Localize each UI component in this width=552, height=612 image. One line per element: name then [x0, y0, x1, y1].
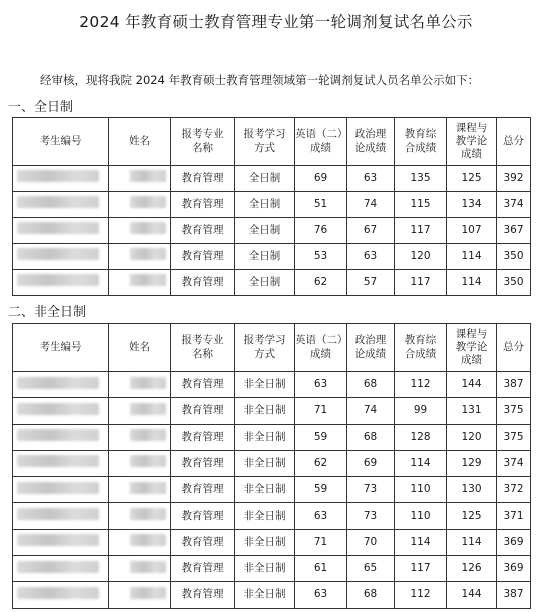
cell-course: 129 [447, 450, 497, 476]
cell-edu: 112 [395, 582, 447, 608]
cell-english: 51 [295, 192, 347, 218]
redacted-name [130, 561, 166, 573]
cell-mode: 全日制 [235, 192, 295, 218]
cell-politics: 74 [347, 192, 395, 218]
document-title: 2024 年教育硕士教育管理专业第一轮调剂复试名单公示 [79, 13, 473, 31]
cell-english: 59 [295, 477, 347, 503]
cell-total: 374 [497, 450, 531, 476]
redacted-name [130, 170, 166, 182]
cell-course: 131 [447, 398, 497, 424]
cell-english: 71 [295, 529, 347, 555]
header-english: 英语（二） 成绩 [295, 118, 347, 166]
cell-edu: 120 [395, 244, 447, 270]
cell-course: 120 [447, 424, 497, 450]
fulltime-table [12, 117, 531, 296]
header-major: 报考专业 名称 [171, 324, 235, 372]
redacted-id [17, 508, 99, 520]
cell-edu: 117 [395, 218, 447, 244]
cell-mode: 非全日制 [235, 450, 295, 476]
redacted-name [130, 482, 166, 494]
cell-english: 69 [295, 166, 347, 192]
cell-course: 144 [447, 582, 497, 608]
header-major: 报考专业 名称 [171, 118, 235, 166]
cell-mode: 非全日制 [235, 398, 295, 424]
cell-major: 教育管理 [171, 529, 235, 555]
cell-politics: 68 [347, 424, 395, 450]
cell-major: 教育管理 [171, 424, 235, 450]
cell-edu: 110 [395, 503, 447, 529]
redacted-name-cell [109, 477, 171, 503]
cell-edu: 110 [395, 477, 447, 503]
redacted-id-cell [13, 218, 109, 244]
cell-mode: 非全日制 [235, 372, 295, 398]
redacted-name-cell [109, 503, 171, 529]
header-course: 课程与 教学论 成绩 [447, 118, 497, 166]
cell-english: 71 [295, 398, 347, 424]
cell-politics: 65 [347, 556, 395, 582]
redacted-id-cell [13, 477, 109, 503]
redacted-id [17, 377, 99, 389]
table-row [13, 270, 531, 296]
cell-total: 369 [497, 556, 531, 582]
cell-total: 369 [497, 529, 531, 555]
table-row [13, 424, 531, 450]
table-row [13, 450, 531, 476]
redacted-id-cell [13, 244, 109, 270]
redacted-id-cell [13, 503, 109, 529]
redacted-id-cell [13, 556, 109, 582]
table-row [13, 166, 531, 192]
redacted-id-cell [13, 192, 109, 218]
redacted-name-cell [109, 192, 171, 218]
cell-politics: 74 [347, 398, 395, 424]
cell-english: 62 [295, 270, 347, 296]
cell-total: 367 [497, 218, 531, 244]
cell-course: 125 [447, 503, 497, 529]
header-row [13, 324, 531, 372]
redacted-name-cell [109, 166, 171, 192]
cell-english: 62 [295, 450, 347, 476]
cell-edu: 128 [395, 424, 447, 450]
cell-english: 76 [295, 218, 347, 244]
table-row [13, 582, 531, 608]
header-row [13, 118, 531, 166]
section-heading-fulltime: 一、全日制 [8, 100, 74, 115]
header-course: 课程与 教学论 成绩 [447, 324, 497, 372]
cell-total: 371 [497, 503, 531, 529]
header-total: 总分 [497, 324, 531, 372]
cell-edu: 135 [395, 166, 447, 192]
cell-english: 53 [295, 244, 347, 270]
cell-major: 教育管理 [171, 192, 235, 218]
redacted-id [17, 274, 99, 286]
cell-edu: 114 [395, 529, 447, 555]
redacted-id-cell [13, 582, 109, 608]
cell-edu: 114 [395, 450, 447, 476]
header-total: 总分 [497, 118, 531, 166]
cell-mode: 非全日制 [235, 582, 295, 608]
table-row [13, 529, 531, 555]
cell-major: 教育管理 [171, 372, 235, 398]
cell-major: 教育管理 [171, 244, 235, 270]
redacted-name [130, 508, 166, 520]
cell-politics: 70 [347, 529, 395, 555]
header-edu: 教育综 合成绩 [395, 324, 447, 372]
redacted-id [17, 248, 99, 260]
cell-total: 350 [497, 244, 531, 270]
cell-politics: 63 [347, 166, 395, 192]
cell-major: 教育管理 [171, 166, 235, 192]
redacted-id-cell [13, 529, 109, 555]
cell-edu: 117 [395, 270, 447, 296]
cell-mode: 非全日制 [235, 424, 295, 450]
cell-english: 63 [295, 372, 347, 398]
table-row [13, 556, 531, 582]
cell-major: 教育管理 [171, 270, 235, 296]
table-row [13, 372, 531, 398]
header-id: 考生编号 [13, 324, 109, 372]
header-name: 姓名 [109, 324, 171, 372]
cell-politics: 63 [347, 244, 395, 270]
redacted-id [17, 403, 99, 415]
section-heading-parttime: 二、非全日制 [8, 305, 87, 320]
redacted-id [17, 196, 99, 208]
cell-course: 107 [447, 218, 497, 244]
cell-politics: 57 [347, 270, 395, 296]
cell-total: 387 [497, 582, 531, 608]
redacted-id-cell [13, 398, 109, 424]
cell-total: 350 [497, 270, 531, 296]
cell-english: 59 [295, 424, 347, 450]
cell-course: 126 [447, 556, 497, 582]
cell-edu: 112 [395, 372, 447, 398]
redacted-name-cell [109, 270, 171, 296]
redacted-id [17, 222, 99, 234]
cell-major: 教育管理 [171, 450, 235, 476]
header-id: 考生编号 [13, 118, 109, 166]
cell-course: 144 [447, 372, 497, 398]
header-mode: 报考学习 方式 [235, 324, 295, 372]
cell-total: 375 [497, 398, 531, 424]
table-row [13, 398, 531, 424]
cell-mode: 全日制 [235, 270, 295, 296]
redacted-id [17, 534, 99, 546]
redacted-name-cell [109, 450, 171, 476]
cell-course: 114 [447, 244, 497, 270]
cell-course: 125 [447, 166, 497, 192]
redacted-name [130, 534, 166, 546]
cell-major: 教育管理 [171, 398, 235, 424]
redacted-name-cell [109, 582, 171, 608]
cell-course: 114 [447, 529, 497, 555]
cell-major: 教育管理 [171, 582, 235, 608]
redacted-name-cell [109, 218, 171, 244]
cell-politics: 67 [347, 218, 395, 244]
cell-total: 374 [497, 192, 531, 218]
cell-course: 114 [447, 270, 497, 296]
cell-mode: 全日制 [235, 218, 295, 244]
redacted-name [130, 587, 166, 599]
cell-major: 教育管理 [171, 477, 235, 503]
cell-mode: 非全日制 [235, 556, 295, 582]
cell-course: 134 [447, 192, 497, 218]
redacted-id-cell [13, 450, 109, 476]
redacted-name [130, 222, 166, 234]
cell-total: 375 [497, 424, 531, 450]
cell-mode: 非全日制 [235, 529, 295, 555]
header-politics: 政治理 论成绩 [347, 324, 395, 372]
cell-mode: 非全日制 [235, 503, 295, 529]
cell-english: 61 [295, 556, 347, 582]
cell-mode: 全日制 [235, 166, 295, 192]
cell-major: 教育管理 [171, 503, 235, 529]
table-row [13, 218, 531, 244]
table-row [13, 477, 531, 503]
redacted-id [17, 429, 99, 441]
cell-edu: 117 [395, 556, 447, 582]
redacted-name [130, 403, 166, 415]
cell-politics: 73 [347, 503, 395, 529]
cell-course: 130 [447, 477, 497, 503]
redacted-name-cell [109, 424, 171, 450]
cell-english: 63 [295, 503, 347, 529]
redacted-id [17, 482, 99, 494]
cell-english: 63 [295, 582, 347, 608]
cell-mode: 全日制 [235, 244, 295, 270]
redacted-name [130, 274, 166, 286]
cell-mode: 非全日制 [235, 477, 295, 503]
parttime-table [12, 323, 531, 609]
cell-total: 372 [497, 477, 531, 503]
cell-politics: 73 [347, 477, 395, 503]
cell-total: 387 [497, 372, 531, 398]
redacted-name [130, 248, 166, 260]
redacted-id [17, 561, 99, 573]
redacted-name [130, 377, 166, 389]
redacted-name [130, 455, 166, 467]
redacted-name-cell [109, 529, 171, 555]
redacted-name-cell [109, 372, 171, 398]
cell-edu: 115 [395, 192, 447, 218]
redacted-id-cell [13, 270, 109, 296]
table-row [13, 244, 531, 270]
header-mode: 报考学习 方式 [235, 118, 295, 166]
cell-politics: 69 [347, 450, 395, 476]
header-edu: 教育综 合成绩 [395, 118, 447, 166]
cell-edu: 99 [395, 398, 447, 424]
redacted-id [17, 587, 99, 599]
redacted-id-cell [13, 166, 109, 192]
redacted-id [17, 455, 99, 467]
redacted-id [17, 170, 99, 182]
redacted-name-cell [109, 398, 171, 424]
header-politics: 政治理 论成绩 [347, 118, 395, 166]
cell-politics: 68 [347, 582, 395, 608]
redacted-id-cell [13, 424, 109, 450]
table-row [13, 503, 531, 529]
header-name: 姓名 [109, 118, 171, 166]
cell-major: 教育管理 [171, 556, 235, 582]
redacted-name [130, 196, 166, 208]
redacted-name [130, 429, 166, 441]
intro-paragraph: 经审核，现将我院 2024 年教育硕士教育管理领域第一轮调剂复试人员名单公示如下： [40, 73, 480, 87]
header-english: 英语（二） 成绩 [295, 324, 347, 372]
redacted-id-cell [13, 372, 109, 398]
redacted-name-cell [109, 556, 171, 582]
cell-major: 教育管理 [171, 218, 235, 244]
redacted-name-cell [109, 244, 171, 270]
cell-total: 392 [497, 166, 531, 192]
table-row [13, 192, 531, 218]
cell-politics: 68 [347, 372, 395, 398]
